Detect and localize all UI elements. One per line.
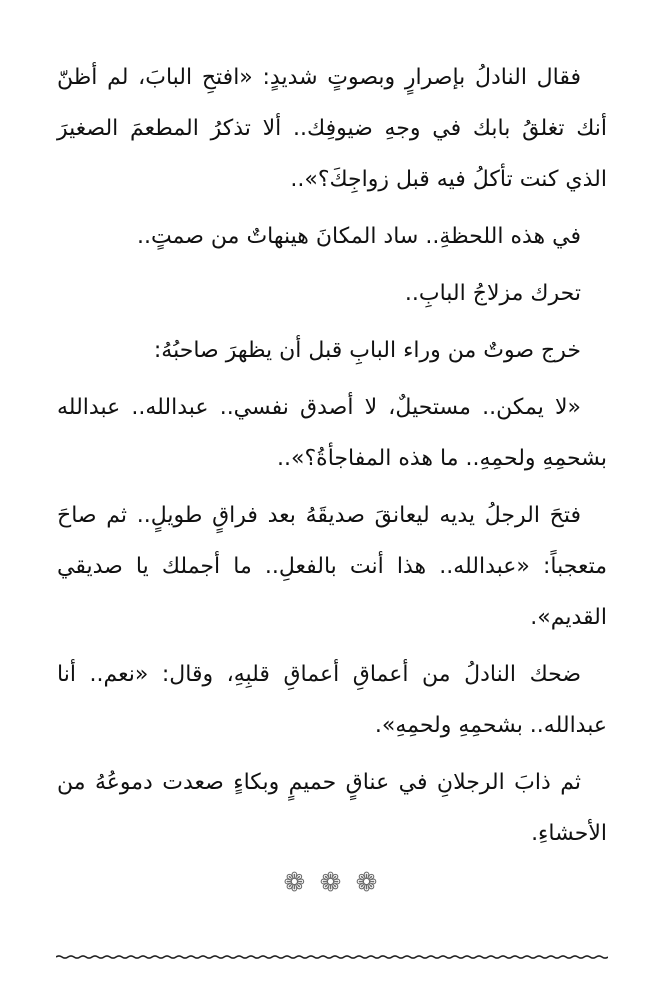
wavy-divider bbox=[56, 950, 608, 964]
paragraph-7: ضحك النادلُ من أعماقِ أعماقِ قلبِهِ، وقال: «نعم.. أنا عبدالله.. بشحمِهِ ولحمِهِ». bbox=[57, 662, 607, 738]
paragraph-5: «لا يمكن.. مستحيلٌ، لا أصدق نفسي.. عبدالله.. عبدالله بشحمِهِ ولحمِهِ.. ما هذه المفاجأةُ؟».. bbox=[57, 395, 607, 471]
paragraph-3: تحرك مزلاجُ البابِ.. bbox=[404, 281, 581, 306]
body-text bbox=[57, 52, 607, 865]
flower-ornament-icon: ❁ bbox=[355, 868, 380, 898]
paragraph-4: خرج صوتٌ من وراء البابِ قبل أن يظهرَ صاحبُهُ: bbox=[153, 338, 581, 363]
paragraph-2: في هذه اللحظةِ.. ساد المكانَ هينهاتٌ من صمتٍ.. bbox=[136, 224, 581, 249]
paragraph-8: ثم ذابَ الرجلانِ في عناقٍ حميمٍ وبكاءٍ صعدت دموعُهُ من الأحشاءِ. bbox=[57, 770, 607, 846]
paragraph-1: فقال النادلُ بإصرارٍ وبصوتٍ شديدٍ: «افتحِ البابَ، لم أظنّ أنك تغلقُ بابك في وجهِ ضيوفِك.. ألا تذكرُ المطعمَ الصغيرَ الذي كنت تأكلُ فيه قبل زواجِكَ؟».. bbox=[57, 65, 607, 192]
section-ornament bbox=[0, 868, 663, 898]
paragraph-6: فتحَ الرجلُ يديه ليعانقَ صديقَهُ بعد فراقٍ طويلٍ.. ثم صاحَ متعجباً: «عبدالله.. هذا أنت بالفعلِ.. ما أجملك يا صديقي القديم». bbox=[57, 503, 607, 630]
flower-ornament-icon: ❁ bbox=[283, 868, 308, 898]
flower-ornament-icon: ❁ bbox=[319, 868, 344, 898]
